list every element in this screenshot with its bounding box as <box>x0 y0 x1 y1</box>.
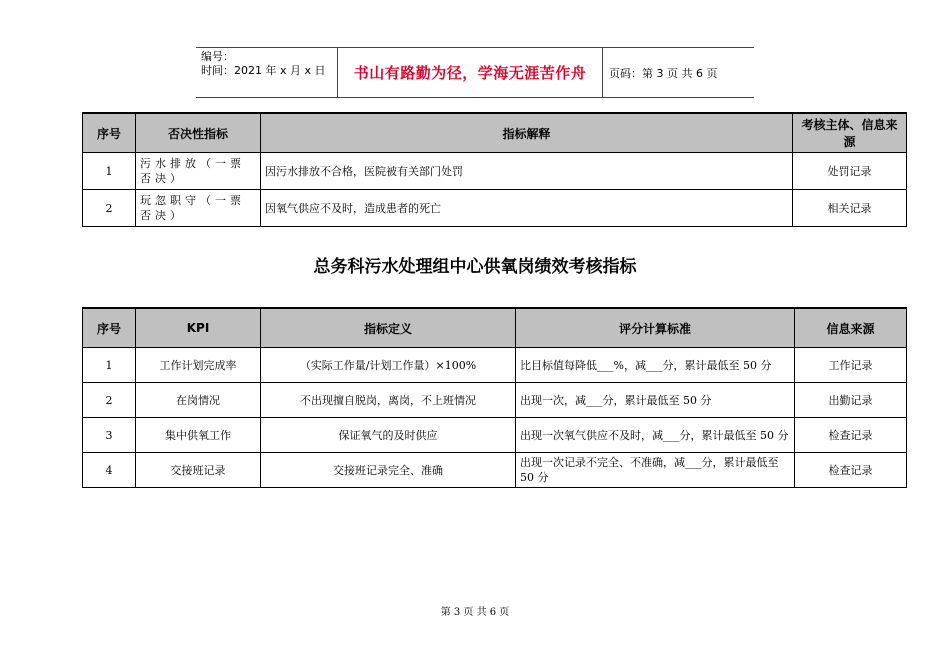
row-no: 1 <box>83 153 136 190</box>
row-definition: 不出现擅自脱岗，离岗，不上班情况 <box>261 383 516 418</box>
row-no: 4 <box>83 453 136 488</box>
row-explanation: 因污水排放不合格，医院被有关部门处罚 <box>261 153 793 190</box>
page-header <box>196 47 754 98</box>
table-row <box>83 453 907 488</box>
row-standard: 出现一次氧气供应不及时，减___分，累计最低至 50 分 <box>516 418 795 453</box>
col-header-source: 信息来源 <box>795 308 907 348</box>
col-header-kpi: KPI <box>136 308 261 348</box>
table-row <box>83 383 907 418</box>
row-source: 工作记录 <box>795 348 907 383</box>
page-footer: 第 3 页 共 6 页 <box>440 607 510 618</box>
row-indicator: 玩忽职守（一票否决） <box>136 190 261 227</box>
row-standard: 出现一次记录不完全、不准确，减___分，累计最低至 50 分 <box>516 453 795 488</box>
row-no: 2 <box>83 190 136 227</box>
row-source: 检查记录 <box>795 418 907 453</box>
header-meta <box>196 48 337 97</box>
row-source: 出勤记录 <box>795 383 907 418</box>
row-kpi: 在岗情况 <box>136 383 261 418</box>
row-standard: 比目标值每降低___%，减___分，累计最低至 50 分 <box>516 348 795 383</box>
row-indicator: 污水排放（一票否决） <box>136 153 261 190</box>
kpi-table <box>82 307 907 488</box>
table-row <box>83 418 907 453</box>
row-source: 检查记录 <box>795 453 907 488</box>
header-page-label: 页码：第 3 页 共 6 页 <box>609 66 718 80</box>
col-header-source: 考核主体、信息来源 <box>793 113 907 153</box>
table-row <box>83 190 907 227</box>
row-definition: 保证氧气的及时供应 <box>261 418 516 453</box>
col-header-indicator: 否决性指标 <box>136 113 261 153</box>
row-no: 2 <box>83 383 136 418</box>
col-header-no: 序号 <box>83 113 136 153</box>
row-no: 1 <box>83 348 136 383</box>
time-label: 时间：2021 年 x 月 x 日 <box>201 64 326 77</box>
row-kpi: 集中供氧工作 <box>136 418 261 453</box>
table-row <box>83 153 907 190</box>
header-motto: 书山有路勤为径，学海无涯苦作舟 <box>337 48 603 97</box>
section-title: 总务科污水处理组中心供氧岗绩效考核指标 <box>313 257 637 277</box>
row-source: 相关记录 <box>793 190 907 227</box>
col-header-definition: 指标定义 <box>261 308 516 348</box>
col-header-explanation: 指标解释 <box>261 113 793 153</box>
row-kpi: 工作计划完成率 <box>136 348 261 383</box>
row-explanation: 因氧气供应不及时，造成患者的死亡 <box>261 190 793 227</box>
table-header-row <box>83 308 907 348</box>
row-standard: 出现一次，减___分，累计最低至 50 分 <box>516 383 795 418</box>
row-source: 处罚记录 <box>793 153 907 190</box>
row-no: 3 <box>83 418 136 453</box>
code-label: 编号： <box>201 50 234 63</box>
table-header-row <box>83 113 907 153</box>
veto-indicator-table <box>82 112 907 227</box>
col-header-no: 序号 <box>83 308 136 348</box>
col-header-standard: 评分计算标准 <box>516 308 795 348</box>
row-definition: 交接班记录完全、准确 <box>261 453 516 488</box>
table-row <box>83 348 907 383</box>
row-kpi: 交接班记录 <box>136 453 261 488</box>
row-definition: （实际工作量/计划工作量）×100% <box>261 348 516 383</box>
